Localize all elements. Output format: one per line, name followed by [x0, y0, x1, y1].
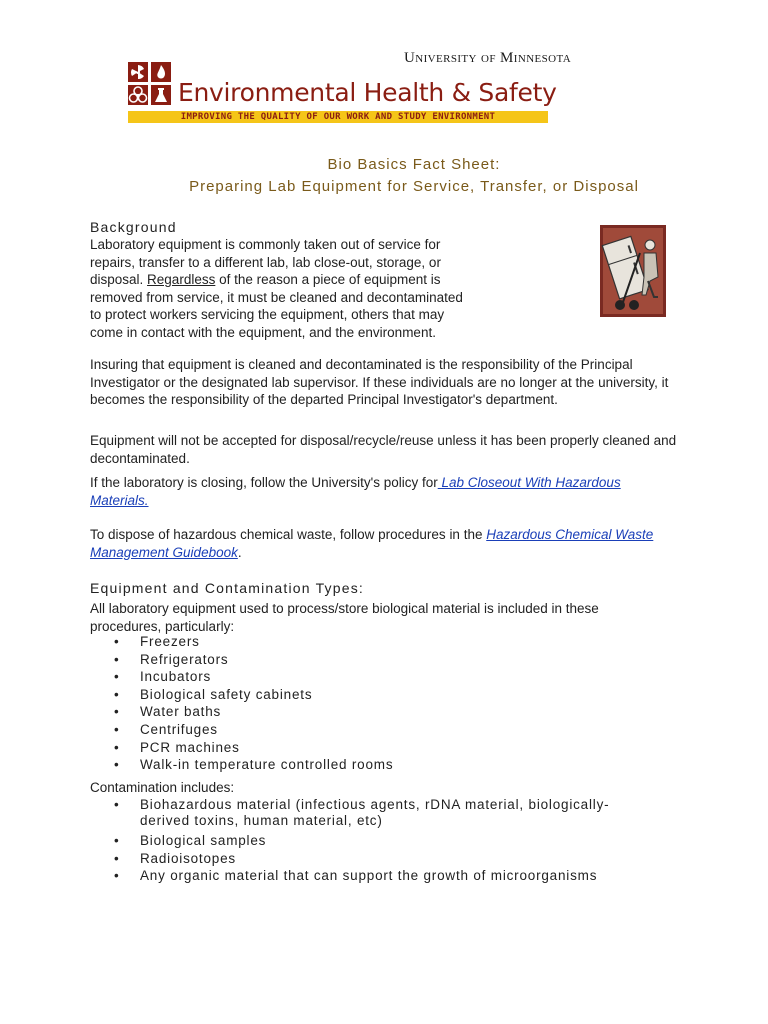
- lab-closeout-link[interactable]: Lab Closeout With Hazardous Materials.: [90, 475, 621, 508]
- text-fragment: .: [237, 544, 242, 560]
- hazardous-waste-guidebook-link[interactable]: Hazardous Chemical Waste Management Guidebook: [90, 527, 654, 560]
- contamination-intro: Contamination includes:: [90, 780, 235, 795]
- background-heading: Background: [90, 219, 177, 235]
- background-paragraph-4: [90, 474, 650, 509]
- equipment-heading: Equipment and Contamination Types:: [90, 580, 365, 596]
- department-name: Environmental Health & Safety: [178, 78, 557, 107]
- background-paragraph-1: [90, 236, 560, 341]
- text-fragment: of the reason a piece of equipment is: [215, 272, 441, 287]
- list-item: • Refrigerators: [112, 651, 393, 669]
- background-paragraph-2: Insuring that equipment is cleaned and decontaminated is the responsibility of the Principal Investigator or the designated lab supervisor. If these individuals are no longer at the university, it becomes the responsibility of the departed Principal Investigator's department.: [90, 357, 669, 407]
- list-item: • Freezers: [112, 633, 393, 651]
- list-item: • Biological samples: [112, 832, 632, 850]
- list-item: • Biological safety cabinets: [112, 686, 393, 704]
- list-item: • Incubators: [112, 668, 393, 686]
- text-fragment: If the laboratory is closing, follow the University's policy for: [90, 475, 438, 490]
- background-paragraph-5: [90, 526, 680, 561]
- university-name: University of Minnesota: [404, 50, 572, 66]
- text-line: Laboratory equipment is commonly taken out of service for: [90, 237, 441, 252]
- list-item: • Radioisotopes: [112, 850, 632, 868]
- text-fragment: To dispose of hazardous chemical waste, follow procedures in the: [90, 527, 487, 542]
- hand-truck-refrigerator-illustration-icon: [600, 225, 666, 317]
- list-item: • Walk-in temperature controlled rooms: [112, 756, 393, 774]
- text-line: to protect workers servicing the equipment, others that may: [90, 307, 445, 322]
- list-item: • Biohazardous material (infectious agents, rDNA material, biologically-derived toxins, human material, etc): [112, 797, 632, 832]
- equipment-list: [112, 633, 393, 774]
- list-item: • Any organic material that can support the growth of microorganisms: [112, 867, 632, 885]
- text-line: come in contact with the equipment, and the environment.: [90, 324, 436, 340]
- hazard-symbols-logo-icon: [128, 62, 172, 106]
- equipment-intro: All laboratory equipment used to process/store biological material is included in these procedures, particularly:: [90, 601, 599, 634]
- underlined-word: Regardless: [147, 272, 216, 287]
- text-line: [90, 271, 560, 289]
- text-line: removed from service, it must be cleaned and decontaminated: [90, 289, 463, 305]
- list-item: • Water baths: [112, 703, 393, 721]
- background-paragraph-3: Equipment will not be accepted for disposal/recycle/reuse unless it has been properly cleaned and decontaminated.: [90, 433, 677, 466]
- text-line: repairs, transfer to a different lab, lab close-out, storage, or: [90, 254, 441, 270]
- text-fragment: disposal.: [90, 272, 148, 287]
- fact-sheet-subtitle: Preparing Lab Equipment for Service, Transfer, or Disposal: [189, 178, 639, 195]
- list-item: • PCR machines: [112, 739, 393, 757]
- department-tagline: IMPROVING THE QUALITY OF OUR WORK AND STUDY ENVIRONMENT: [128, 111, 548, 123]
- contamination-list: [112, 797, 632, 885]
- list-item: • Centrifuges: [112, 721, 393, 739]
- fact-sheet-title: Bio Basics Fact Sheet:: [327, 156, 501, 173]
